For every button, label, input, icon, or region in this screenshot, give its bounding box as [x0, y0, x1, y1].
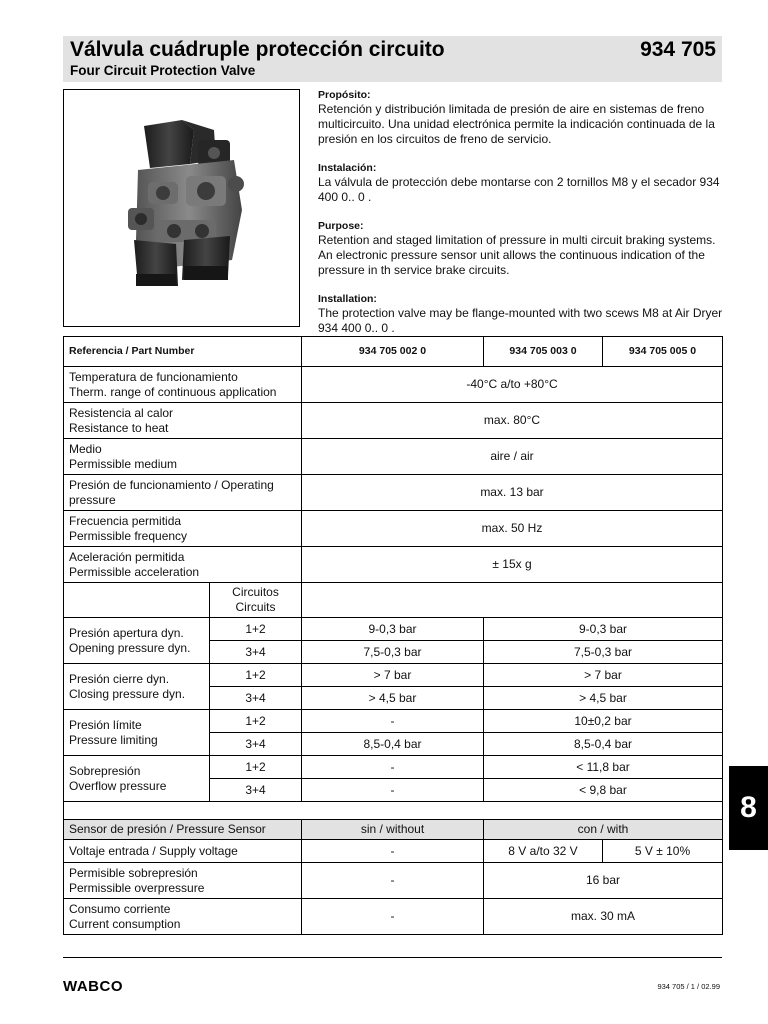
- row-label-en: Current consumption: [69, 916, 181, 931]
- page-header: [63, 36, 722, 82]
- value-cell: 9-0,3 bar: [484, 618, 723, 641]
- circuits-label-en: Circuits: [235, 600, 276, 614]
- current-row: [64, 899, 723, 935]
- row-value: max. 50 Hz: [302, 511, 723, 547]
- row-value: aire / air: [302, 439, 723, 475]
- row-label-es: Permisible sobrepresión: [69, 865, 198, 880]
- page-title: Válvula cuádruple protección circuito: [70, 38, 445, 61]
- table-row: [64, 618, 723, 641]
- value-cell: max. 30 mA: [484, 899, 723, 935]
- purpose-text: Retention and staged limitation of pressure in multi circuit braking systems. An electronic pressure sensor unit allows the continuous indication of the pressure in th service brake circuits.: [318, 233, 716, 277]
- value-cell: 9-0,3 bar: [302, 618, 484, 641]
- sensor-row: [64, 820, 723, 840]
- value-cell: < 9,8 bar: [484, 779, 723, 802]
- row-label-en: Therm. range of continuous application: [69, 384, 277, 399]
- row-label-es: Medio: [69, 441, 102, 456]
- voltage-label: Voltaje entrada / Supply voltage: [64, 840, 302, 863]
- table-row: [64, 403, 723, 439]
- circuit-cell: 1+2: [210, 618, 302, 641]
- instalacion-text: La válvula de protección debe montarse con 2 tornillos M8 y el secador 934 400 0.. 0 .: [318, 175, 720, 204]
- part-number: 934 705 002 0: [302, 337, 484, 367]
- table-row: [64, 439, 723, 475]
- row-value: max. 13 bar: [302, 475, 723, 511]
- part-number: 934 705 005 0: [603, 337, 723, 367]
- valve-image: [64, 90, 299, 326]
- row-label-en: pressure: [69, 492, 116, 507]
- page-subtitle: Four Circuit Protection Valve: [70, 63, 256, 78]
- circuit-cell: 3+4: [210, 733, 302, 756]
- proposito-heading: Propósito:: [318, 89, 371, 101]
- row-value: -40°C a/to +80°C: [302, 367, 723, 403]
- circuits-label-es: Circuitos: [232, 585, 279, 599]
- value-cell: > 7 bar: [302, 664, 484, 687]
- value-cell: < 11,8 bar: [484, 756, 723, 779]
- installation-heading: Installation:: [318, 293, 377, 305]
- value-cell: 10±0,2 bar: [484, 710, 723, 733]
- value-cell: -: [302, 899, 484, 935]
- row-label-es: Consumo corriente: [69, 901, 171, 916]
- row-label-es: Resistencia al calor: [69, 405, 174, 420]
- table-row: [64, 511, 723, 547]
- circuit-cell: 1+2: [210, 756, 302, 779]
- table-row: [64, 756, 723, 779]
- row-value: max. 80°C: [302, 403, 723, 439]
- overpressure-row: [64, 863, 723, 899]
- table-row: [64, 547, 723, 583]
- table-row: [64, 475, 723, 511]
- chapter-tab: 8: [729, 766, 768, 850]
- group-label-es: Sobrepresión: [69, 763, 141, 778]
- group-label-es: Presión cierre dyn.: [69, 671, 170, 686]
- circuit-cell: 3+4: [210, 641, 302, 664]
- document-reference: 934 705 / 1 / 02.99: [657, 982, 720, 991]
- value-cell: 7,5-0,3 bar: [302, 641, 484, 664]
- row-label-en: Resistance to heat: [69, 420, 169, 435]
- group-label-en: Opening pressure dyn.: [69, 640, 191, 655]
- row-label-en: Permissible acceleration: [69, 564, 200, 579]
- spec-table: [63, 336, 723, 935]
- purpose-heading: Purpose:: [318, 220, 364, 232]
- value-cell: con / with: [484, 820, 723, 840]
- value-cell: sin / without: [302, 820, 484, 840]
- value-cell: 5 V ± 10%: [603, 840, 723, 863]
- group-label-es: Presión apertura dyn.: [69, 625, 184, 640]
- spacer-row: [64, 802, 723, 820]
- row-label-en: Permissible overpressure: [69, 880, 205, 895]
- value-cell: -: [302, 840, 484, 863]
- row-label-es: Frecuencia permitida: [69, 513, 182, 528]
- part-number: 934 705 003 0: [484, 337, 603, 367]
- footer-divider: [63, 957, 722, 958]
- sensor-label: Sensor de presión / Pressure Sensor: [64, 820, 302, 840]
- brand-logo: WABCO: [63, 978, 123, 995]
- circuit-cell: 1+2: [210, 710, 302, 733]
- description-block: [318, 88, 723, 350]
- value-cell: -: [302, 863, 484, 899]
- part-number-row: [64, 337, 723, 367]
- table-row: [64, 710, 723, 733]
- value-cell: > 4,5 bar: [484, 687, 723, 710]
- row-label-es: Aceleración permitida: [69, 549, 185, 564]
- product-code: 934 705: [640, 38, 716, 61]
- table-row: [64, 367, 723, 403]
- value-cell: 8,5-0,4 bar: [302, 733, 484, 756]
- value-cell: > 4,5 bar: [302, 687, 484, 710]
- installation-text: The protection valve may be flange-mounted with two scews M8 at Air Dryer 934 400 0.. 0 .: [318, 306, 723, 335]
- value-cell: 16 bar: [484, 863, 723, 899]
- product-photo: [63, 89, 300, 327]
- circuit-cell: 1+2: [210, 664, 302, 687]
- group-label-es: Presión límite: [69, 717, 142, 732]
- circuit-cell: 3+4: [210, 687, 302, 710]
- proposito-text: Retención y distribución limitada de presión de aire en sistemas de freno multicircuito. Una unidad electrónica permite la indicación continuada de la presión en los circuitos de freno de servicio.: [318, 102, 715, 146]
- value-cell: 8 V a/to 32 V: [484, 840, 603, 863]
- group-label-en: Pressure limiting: [69, 732, 158, 747]
- row-label-en: Permissible frequency: [69, 528, 188, 543]
- instalacion-heading: Instalación:: [318, 162, 377, 174]
- value-cell: 7,5-0,3 bar: [484, 641, 723, 664]
- value-cell: -: [302, 756, 484, 779]
- row-value: ± 15x g: [302, 547, 723, 583]
- value-cell: -: [302, 779, 484, 802]
- group-label-en: Closing pressure dyn.: [69, 686, 186, 701]
- voltage-row: [64, 840, 723, 863]
- ref-label: Referencia / Part Number: [64, 337, 302, 367]
- table-row: [64, 664, 723, 687]
- circuit-cell: 3+4: [210, 779, 302, 802]
- group-label-en: Overflow pressure: [69, 778, 167, 793]
- row-label-en: Permissible medium: [69, 456, 178, 471]
- value-cell: > 7 bar: [484, 664, 723, 687]
- row-label-es: Presión de funcionamiento / Operating: [69, 477, 274, 492]
- value-cell: -: [302, 710, 484, 733]
- row-label-es: Temperatura de funcionamiento: [69, 369, 238, 384]
- circuits-header-row: [64, 583, 723, 618]
- value-cell: 8,5-0,4 bar: [484, 733, 723, 756]
